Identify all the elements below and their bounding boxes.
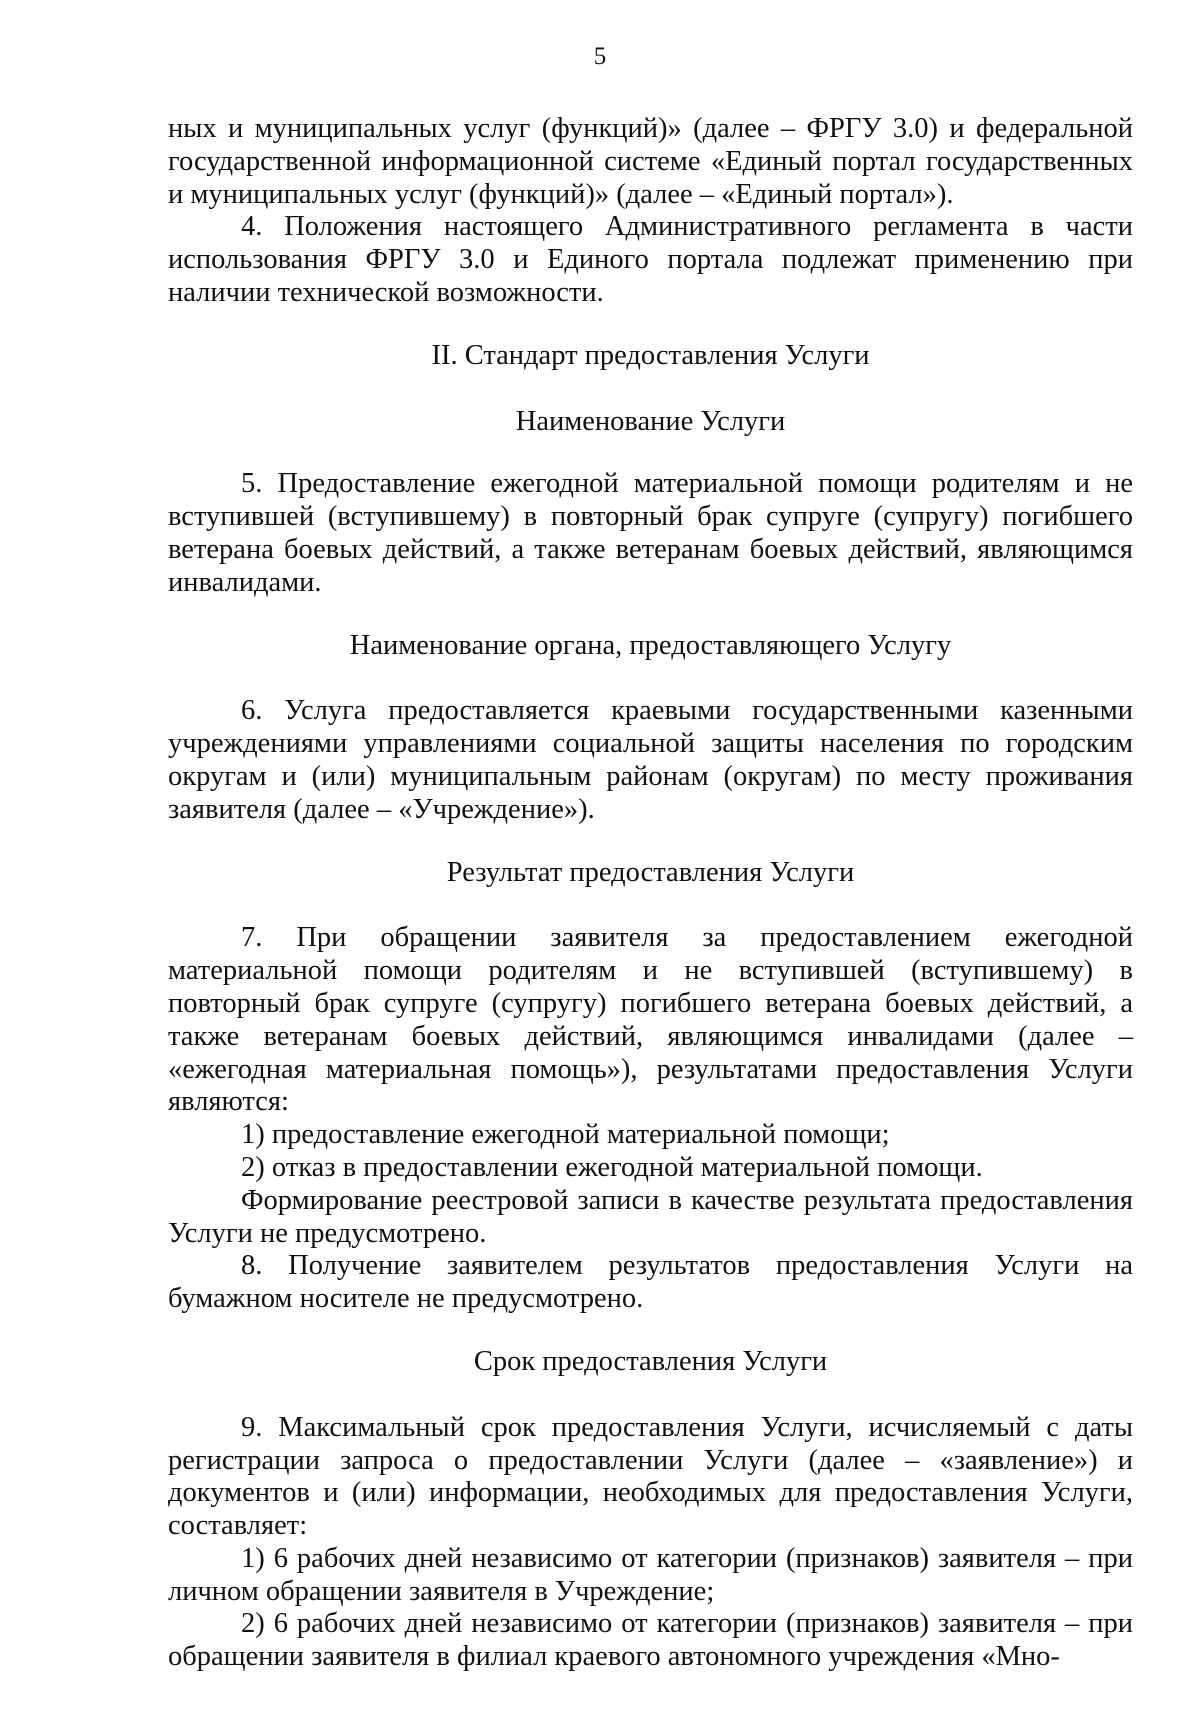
paragraph-9-item-1: 1) 6 рабочих дней независимо от категории (признаков) заявителя – при личном обращении заявителя в Учреждение;: [168, 1542, 1133, 1607]
subheading-result: Результат предоставления Услуги: [446, 856, 855, 888]
subheading-service-name: Наименование Услуги: [515, 405, 786, 437]
page-number: 5: [593, 43, 607, 70]
paragraph-9: 9. Максимальный срок предоставления Услуги, исчисляемый с даты регистрации запроса о предоставлении Услуги (далее – «заявление») и документов и (или) информации, необходимых для предоставления Услуги, составляет:: [168, 1411, 1133, 1542]
paragraph-7-registry: Формирование реестровой записи в качестве результата предоставления Услуги не предусмотрено.: [168, 1184, 1133, 1249]
paragraph-intro: ных и муниципальных услуг (функций)» (далее – ФРГУ 3.0) и федеральной государственной информационной системе «Единый портал государственных и муниципальных услуг (функций)» (далее – «Единый портал»).: [168, 113, 1133, 210]
paragraph-8: 8. Получение заявителем результатов предоставления Услуги на бумажном носителе не предусмотрено.: [168, 1250, 1133, 1315]
document-body: [168, 113, 1133, 1674]
subheading-organ-name: Наименование органа, предоставляющего Услугу: [349, 629, 952, 661]
section-heading-standard: II. Стандарт предоставления Услуги: [431, 339, 870, 371]
paragraph-4: 4. Положения настоящего Административного регламента в части использования ФРГУ 3.0 и Единого портала подлежат применению при наличии технической возможности.: [168, 211, 1133, 308]
paragraph-7-item-1: 1) предоставление ежегодной материальной помощи;: [241, 1119, 890, 1151]
subheading-term: Срок предоставления Услуги: [473, 1345, 828, 1377]
paragraph-5: 5. Предоставление ежегодной материальной помощи родителям и не вступившей (вступившему) в повторный брак супруге (супругу) погибшего ветерана боевых действий, а также ветеранам боевых действий, являющимся инвалидами.: [168, 468, 1133, 598]
paragraph-6: 6. Услуга предоставляется краевыми государственными казенными учреждениями управлениями социальной защиты населения по городским округам и (или) муниципальным районам (округам) по месту проживания заявителя (далее – «Учреждение»).: [168, 695, 1133, 825]
paragraph-7: 7. При обращении заявителя за предоставлением ежегодной материальной помощи родителям и не вступившей (вступившему) в повторный брак супруге (супругу) погибшего ветерана боевых действий, а также ветеранам боевых действий, являющимся инвалидами (далее – «ежегодная материальная помощь»), результатами предоставления Услуги являются:: [168, 922, 1133, 1118]
paragraph-9-item-2: 2) 6 рабочих дней независимо от категории (признаков) заявителя – при обращении заявителя в филиал краевого автономного учреждения «Мно-: [168, 1608, 1133, 1673]
paragraph-7-item-2: 2) отказ в предоставлении ежегодной материальной помощи.: [241, 1151, 983, 1183]
